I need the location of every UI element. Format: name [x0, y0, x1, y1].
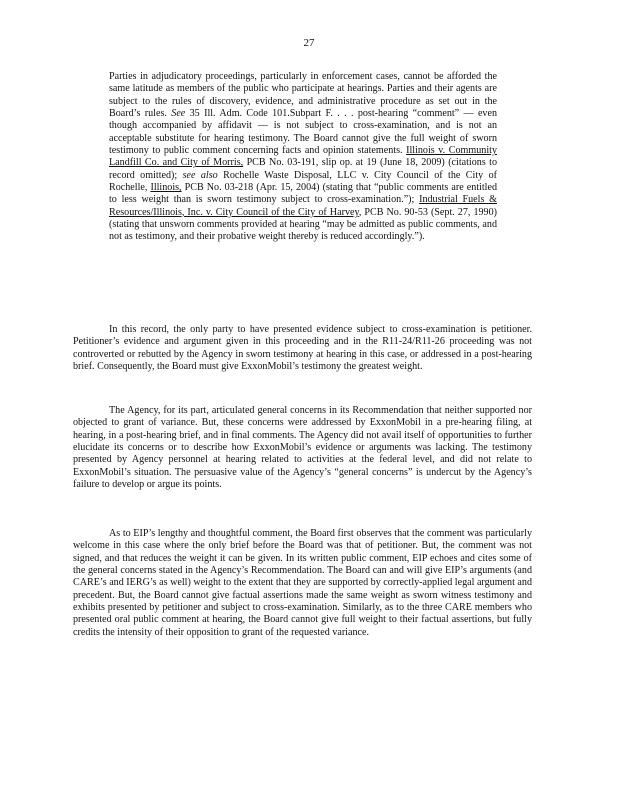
- signal-see: See: [171, 108, 186, 120]
- paragraph-eip: [73, 528, 532, 639]
- quote-text-5: PCB No. 03-218 (Apr. 15, 2004) (stating that “public comments are entitled to less weight than is sworn testimony subject to cross-examination.”);: [109, 182, 497, 206]
- case-citation-3: Industrial Fuels & Resources/Illinois, Inc. v. City Council of the City of Harvey: [109, 194, 497, 218]
- paragraph-text: The Agency, for its part, articulated general concerns in its Recommendation that neither supported nor objected to grant of variance. But, these concerns were addressed by ExxonMobil in a pre-hearing filing, at hearing, in a post-hearing brief, and in final comments. The Agency did not avail itself of opportunities to further elucidate its concerns or to describe how ExxonMobil’s evidence or arguments was lacking. The testimony presented by Agency personnel at hearing related to activities at the federal level, and did not relate to ExxonMobil’s situation. The persuasive value of the Agency’s “general concerns” is undercut by the Agency’s failure to develop or argue its points.: [73, 405, 532, 491]
- quote-text-3: PCB No. 03-191, slip op. at 19 (June 18, 2009) (citations to record omitted);: [109, 157, 497, 181]
- paragraph-text: In this record, the only party to have presented evidence subject to cross-examination is petitioner. Petitioner’s evidence and argument given in this proceeding and in the R11-24/R11-26 proceeding was not controverted or rebutted by the Agency in sworn testimony at hearing in this case, or addressed in a post-hearing brief. Consequently, the Board must give ExxonMobil’s testimony the greatest weight.: [73, 324, 532, 373]
- case-citation-1: Illinois v. Community Landfill Co. and City of Morris,: [109, 145, 497, 169]
- page-number: 27: [303, 37, 315, 49]
- paragraph-record: [73, 324, 532, 373]
- quote-text-1: Parties in adjudicatory proceedings, particularly in enforcement cases, cannot be afforded the same latitude as members of the public who participate at hearings. Parties and their agents are subject to the rules of discovery, evidence, and administrative procedure as set out in the Board’s rules.: [109, 71, 497, 120]
- case-citation-2: Illinois,: [150, 182, 182, 194]
- quote-text-4: Rochelle Waste Disposal, LLC v. City Council of the City of Rochelle,: [109, 169, 497, 194]
- signal-see-also: see also: [182, 169, 218, 181]
- block-quote: [109, 71, 497, 244]
- quote-text-6: , PCB No. 90-53 (Sept. 27, 1990) (stating that unsworn comments provided at hearing “may be admitted as public comments, and not as testimony, and their probative weight thereby is reduced accordingly.”).: [109, 206, 497, 243]
- paragraph-text: As to EIP’s lengthy and thoughtful comment, the Board first observes that the comment was particularly welcome in this case where the only brief before the Board was that of petitioner. But, the comment was not signed, and that reduces the weight it can be given. In its written public comment, EIP echoes and cites some of the general concerns stated in the Agency’s Recommendation. The Board can and will give EIP’s arguments (and CARE’s and IERG’s as well) weight to the extent that they are supported by correctly-applied legal argument and precedent. But, the Board cannot give factual assertions made the same weight as sworn witness testimony and exhibits presented by petitioner and subject to cross-examination. Similarly, as to the three CARE members who presented oral public comment at hearing, the Board cannot give full weight to their factual assertions, but fully credits the intensity of their opposition to grant of the requested variance.: [73, 528, 532, 638]
- paragraph-agency: [73, 405, 532, 491]
- quote-text-2: 35 Ill. Adm. Code 101.Subpart F. . . . post-hearing “comment” — even though accompanied by affidavit — is not subject to cross-examination, and is not an acceptable substitute for hearing testimony. The Board cannot give the full weight of sworn testimony to public comment concerning facts and opinion statements.: [109, 108, 498, 157]
